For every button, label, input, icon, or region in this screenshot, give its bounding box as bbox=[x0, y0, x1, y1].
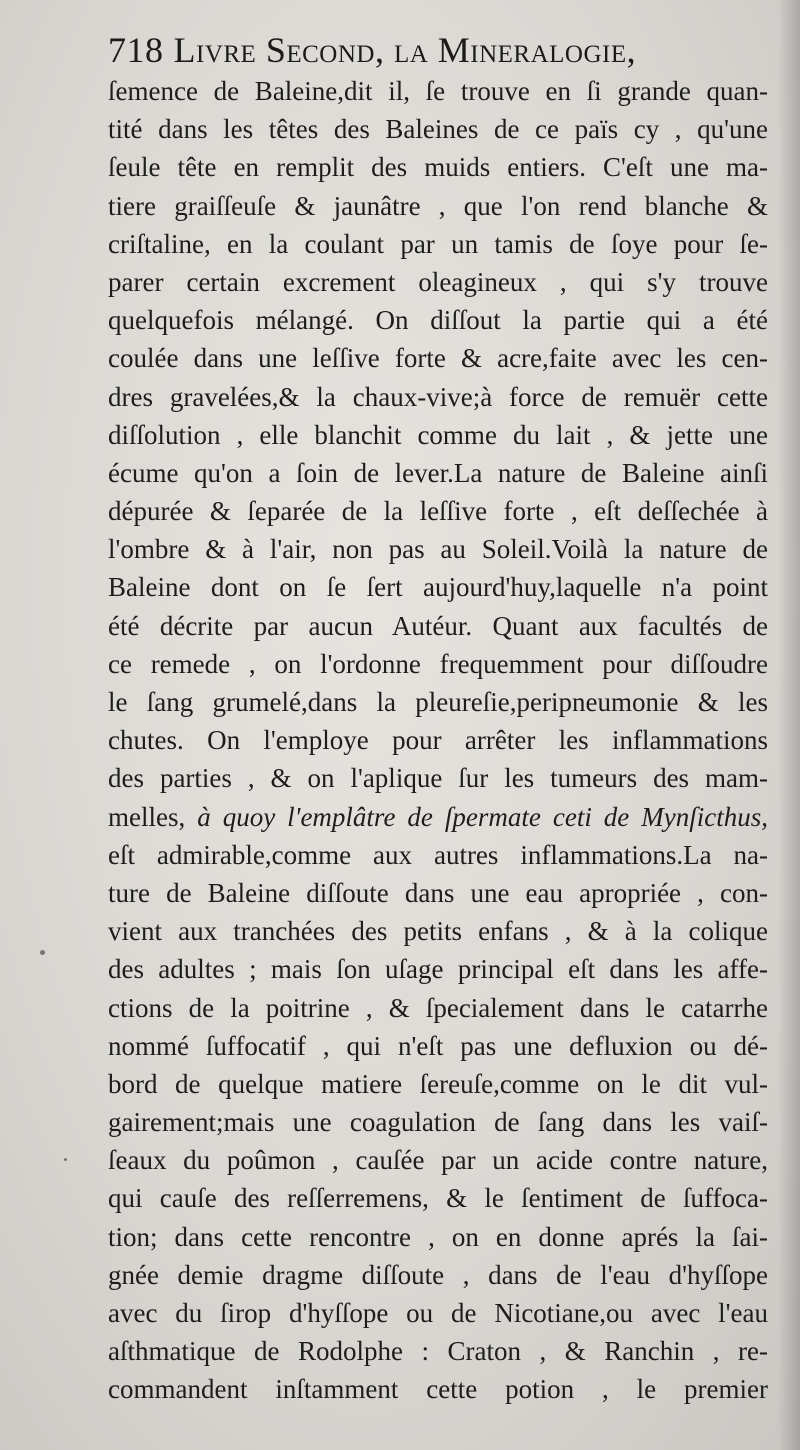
text-segment: melles, bbox=[108, 801, 198, 832]
text-line bbox=[108, 339, 768, 377]
text-segment: ctions de la poitrine , & ſpecialement dans le catarrhe bbox=[108, 992, 768, 1023]
text-segment: l'ombre & à l'air, non pas au Soleil.Voilà la nature de bbox=[108, 534, 768, 565]
text-line bbox=[108, 454, 768, 492]
text-segment: commandent inſtamment cette potion , le premier bbox=[108, 1374, 768, 1405]
page-edge-shadow bbox=[778, 0, 800, 1450]
running-head bbox=[108, 30, 768, 70]
text-segment: chutes. On l'employe pour arrêter les inflammations bbox=[108, 725, 768, 756]
text-line bbox=[108, 1103, 768, 1141]
page-number: 718 bbox=[108, 30, 164, 70]
text-line bbox=[108, 950, 768, 988]
text-line bbox=[108, 416, 768, 454]
text-line bbox=[108, 72, 768, 110]
text-line bbox=[108, 187, 768, 225]
text-segment: ſemence de Baleine,dit il, ſe trouve en ſi grande quan- bbox=[108, 76, 768, 106]
text-line bbox=[108, 721, 768, 759]
text-segment: le ſang grumelé,dans la pleureſie,peripneumonie & les bbox=[108, 687, 768, 717]
text-segment: eſt admirable,comme aux autres inflammations.La na- bbox=[108, 839, 768, 870]
text-line bbox=[108, 683, 768, 721]
text-segment: bord de quelque matiere ſereuſe,comme on le dit vul- bbox=[108, 1068, 768, 1099]
italic-citation: à quoy l'emplâtre de ſpermate ceti de Mynſicthus, bbox=[197, 801, 768, 832]
text-line bbox=[108, 1332, 768, 1370]
text-line bbox=[108, 1218, 768, 1256]
text-segment: Baleine dont on ſe ſert aujourd'huy,laquelle n'a point bbox=[108, 572, 768, 603]
text-line bbox=[108, 759, 768, 797]
text-line bbox=[108, 148, 768, 186]
text-line bbox=[108, 492, 768, 530]
text-segment: ce remede , on l'ordonne frequemment pour diſſoudre bbox=[108, 648, 768, 679]
text-line bbox=[108, 1256, 768, 1294]
text-line bbox=[108, 1065, 768, 1103]
text-segment: parer certain excrement oleagineux , qui s'y trouve bbox=[108, 266, 768, 297]
text-segment: avec du ſirop d'hyſſope ou de Nicotiane,ou avec l'eau bbox=[108, 1298, 768, 1328]
text-segment: tité dans les têtes des Baleines de ce païs cy , qu'une bbox=[108, 114, 768, 145]
text-line bbox=[108, 607, 768, 645]
text-line bbox=[108, 1027, 768, 1065]
text-segment: ſeaux du poûmon , cauſée par un acide contre nature, bbox=[108, 1145, 768, 1176]
text-line bbox=[108, 989, 768, 1027]
text-segment: nommé ſuffocatif , qui n'eſt pas une defluxion ou dé- bbox=[108, 1030, 768, 1061]
text-line bbox=[108, 263, 768, 301]
text-line bbox=[108, 568, 768, 606]
text-line bbox=[108, 301, 768, 339]
text-line bbox=[108, 225, 768, 263]
text-segment: ture de Baleine diſſoute dans une eau apropriée , con- bbox=[108, 877, 768, 908]
text-line bbox=[108, 1294, 768, 1332]
text-segment: qui cauſe des reſſerremens, & le ſentiment de ſuffoca- bbox=[108, 1183, 768, 1214]
body-text bbox=[108, 72, 768, 1409]
text-segment: quelquefois mélangé. On diſſout la partie qui a été bbox=[108, 305, 768, 336]
text-line bbox=[108, 836, 768, 874]
text-line bbox=[108, 1179, 768, 1217]
ink-speck bbox=[40, 950, 45, 955]
text-segment: dépurée & ſeparée de la leſſive forte , eſt deſſechée à bbox=[108, 496, 768, 527]
text-line bbox=[108, 1141, 768, 1179]
text-line bbox=[108, 110, 768, 148]
text-segment: diſſolution , elle blanchit comme du lait , & jette une bbox=[108, 419, 768, 450]
text-segment: écume qu'on a ſoin de lever.La nature de Baleine ainſi bbox=[108, 457, 768, 488]
text-segment: des adultes ; mais ſon uſage principal eſt dans les affe- bbox=[108, 954, 768, 985]
text-segment: gairement;mais une coagulation de ſang dans les vaiſ- bbox=[108, 1107, 768, 1138]
text-line bbox=[108, 1370, 768, 1408]
text-segment: gnée demie dragme diſſoute , dans de l'eau d'hyſſope bbox=[108, 1259, 768, 1290]
text-segment: dres gravelées,& la chaux-vive;à force de remuër cette bbox=[108, 381, 768, 412]
text-line bbox=[108, 645, 768, 683]
text-line bbox=[108, 912, 768, 950]
text-segment: été décrite par aucun Autéur. Quant aux facultés de bbox=[108, 610, 768, 641]
text-line bbox=[108, 798, 768, 836]
ink-speck bbox=[64, 1158, 67, 1161]
text-line bbox=[108, 530, 768, 568]
text-segment: tion; dans cette rencontre , on en donne aprés la ſai- bbox=[108, 1221, 768, 1252]
text-segment: vient aux tranchées des petits enfans , & à la colique bbox=[108, 916, 768, 947]
text-line bbox=[108, 378, 768, 416]
text-segment: ſeule tête en remplit des muids entiers. C'eſt une ma- bbox=[108, 152, 768, 183]
text-segment: aſthmatique de Rodolphe : Craton , & Ranchin , re- bbox=[108, 1336, 768, 1367]
running-title: Livre Second, la Mineralogie, bbox=[173, 30, 637, 70]
text-segment: tiere graiſſeuſe & jaunâtre , que l'on rend blanche & bbox=[108, 190, 768, 221]
text-segment: coulée dans une leſſive forte & acre,faite avec les cen- bbox=[108, 343, 768, 374]
text-segment: criſtaline, en la coulant par un tamis de ſoye pour ſe- bbox=[108, 228, 768, 259]
text-segment: des parties , & on l'aplique ſur les tumeurs des mam- bbox=[108, 763, 768, 794]
text-line bbox=[108, 874, 768, 912]
